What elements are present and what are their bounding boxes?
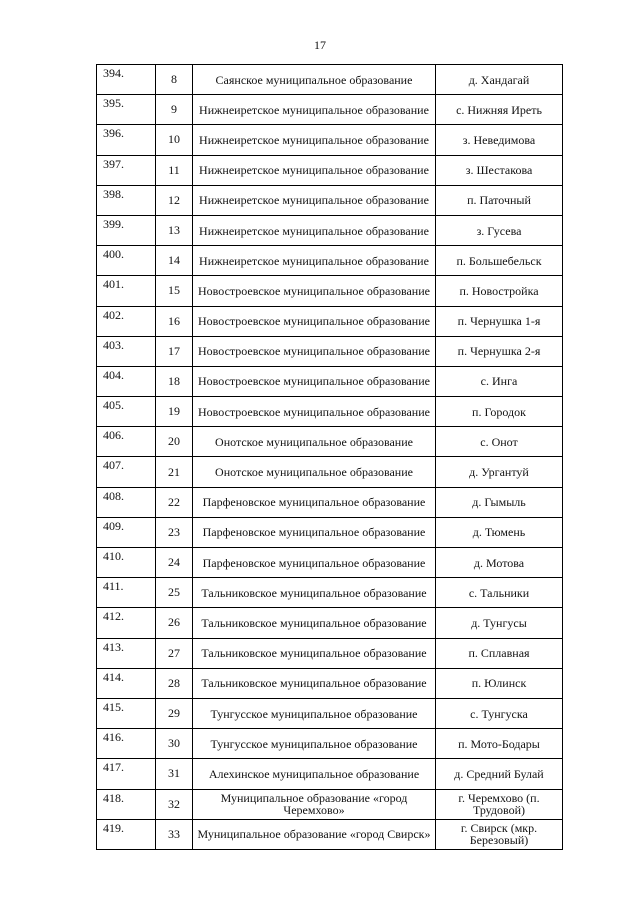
table-row: [97, 366, 563, 396]
row-total-number: 417.: [97, 759, 156, 789]
settlement-name: д. Мотова: [436, 548, 563, 578]
row-local-number: 20: [156, 427, 193, 457]
settlement-name: д. Средний Булай: [436, 759, 563, 789]
row-total-number: 416.: [97, 729, 156, 759]
settlement-name: д. Хандагай: [436, 65, 563, 95]
row-local-number: 18: [156, 366, 193, 396]
settlement-name: з. Шестакова: [436, 155, 563, 185]
row-local-number: 21: [156, 457, 193, 487]
municipality-name: Тальниковское муниципальное образование: [193, 638, 436, 668]
municipality-name: Парфеновское муниципальное образование: [193, 548, 436, 578]
settlement-name: г. Черемхово (п. Трудовой): [436, 789, 563, 819]
row-total-number: 413.: [97, 638, 156, 668]
row-total-number: 407.: [97, 457, 156, 487]
municipality-name: Тальниковское муниципальное образование: [193, 608, 436, 638]
row-local-number: 29: [156, 698, 193, 728]
settlement-name: п. Новостройка: [436, 276, 563, 306]
settlement-name: д. Гымыль: [436, 487, 563, 517]
settlement-name: с. Онот: [436, 427, 563, 457]
row-total-number: 415.: [97, 698, 156, 728]
municipality-name: Новостроевское муниципальное образование: [193, 397, 436, 427]
row-local-number: 28: [156, 668, 193, 698]
row-total-number: 395.: [97, 95, 156, 125]
table-row: [97, 548, 563, 578]
table-row: [97, 789, 563, 819]
municipality-name: Муниципальное образование «город Свирск»: [193, 819, 436, 849]
municipality-name: Онотское муниципальное образование: [193, 427, 436, 457]
municipality-name: Нижнеиретское муниципальное образование: [193, 185, 436, 215]
settlement-name: с. Тунгуска: [436, 698, 563, 728]
row-total-number: 394.: [97, 65, 156, 95]
municipality-name: Саянское муниципальное образование: [193, 65, 436, 95]
municipality-name: Нижнеиретское муниципальное образование: [193, 155, 436, 185]
municipality-name: Парфеновское муниципальное образование: [193, 487, 436, 517]
settlement-name: п. Паточный: [436, 185, 563, 215]
row-local-number: 13: [156, 215, 193, 245]
row-local-number: 33: [156, 819, 193, 849]
municipality-name: Новостроевское муниципальное образование: [193, 276, 436, 306]
settlement-name: п. Мото-Бодары: [436, 729, 563, 759]
row-local-number: 32: [156, 789, 193, 819]
row-total-number: 408.: [97, 487, 156, 517]
row-local-number: 12: [156, 185, 193, 215]
row-total-number: 402.: [97, 306, 156, 336]
settlement-name: с. Инга: [436, 366, 563, 396]
row-local-number: 9: [156, 95, 193, 125]
settlement-name: д. Тюмень: [436, 517, 563, 547]
row-local-number: 24: [156, 548, 193, 578]
table-row: [97, 819, 563, 849]
row-local-number: 22: [156, 487, 193, 517]
municipality-name: Нижнеиретское муниципальное образование: [193, 125, 436, 155]
table-row: [97, 457, 563, 487]
table-row: [97, 246, 563, 276]
municipality-name: Онотское муниципальное образование: [193, 457, 436, 487]
row-local-number: 11: [156, 155, 193, 185]
settlement-name: п. Большебельск: [436, 246, 563, 276]
row-total-number: 419.: [97, 819, 156, 849]
table-row: [97, 729, 563, 759]
table-body: [97, 65, 563, 850]
settlement-name: г. Свирск (мкр. Березовый): [436, 819, 563, 849]
row-local-number: 31: [156, 759, 193, 789]
table-row: [97, 276, 563, 306]
table-row: [97, 487, 563, 517]
table-row: [97, 578, 563, 608]
municipality-name: Нижнеиретское муниципальное образование: [193, 215, 436, 245]
row-local-number: 16: [156, 306, 193, 336]
row-local-number: 30: [156, 729, 193, 759]
table-row: [97, 668, 563, 698]
row-total-number: 411.: [97, 578, 156, 608]
municipality-name: Нижнеиретское муниципальное образование: [193, 95, 436, 125]
table-row: [97, 215, 563, 245]
page-number: 17: [314, 38, 326, 52]
row-local-number: 19: [156, 397, 193, 427]
row-total-number: 409.: [97, 517, 156, 547]
row-total-number: 399.: [97, 215, 156, 245]
municipality-name: Тальниковское муниципальное образование: [193, 668, 436, 698]
row-local-number: 10: [156, 125, 193, 155]
row-local-number: 17: [156, 336, 193, 366]
settlement-name: п. Юлинск: [436, 668, 563, 698]
table-row: [97, 125, 563, 155]
table-row: [97, 336, 563, 366]
table-row: [97, 397, 563, 427]
row-total-number: 405.: [97, 397, 156, 427]
municipality-name: Тунгусское муниципальное образование: [193, 698, 436, 728]
row-local-number: 23: [156, 517, 193, 547]
row-total-number: 403.: [97, 336, 156, 366]
settlement-name: п. Чернушка 2-я: [436, 336, 563, 366]
table-row: [97, 517, 563, 547]
settlement-name: з. Неведимова: [436, 125, 563, 155]
municipality-name: Муниципальное образование «город Черемхово»: [193, 789, 436, 819]
row-local-number: 25: [156, 578, 193, 608]
row-total-number: 412.: [97, 608, 156, 638]
row-local-number: 8: [156, 65, 193, 95]
municipality-name: Тальниковское муниципальное образование: [193, 578, 436, 608]
municipality-name: Новостроевское муниципальное образование: [193, 366, 436, 396]
table-row: [97, 638, 563, 668]
municipality-name: Нижнеиретское муниципальное образование: [193, 246, 436, 276]
municipality-name: Алехинское муниципальное образование: [193, 759, 436, 789]
municipality-name: Новостроевское муниципальное образование: [193, 336, 436, 366]
settlement-name: д. Тунгусы: [436, 608, 563, 638]
row-total-number: 397.: [97, 155, 156, 185]
row-total-number: 401.: [97, 276, 156, 306]
row-total-number: 410.: [97, 548, 156, 578]
row-local-number: 27: [156, 638, 193, 668]
table-row: [97, 427, 563, 457]
row-local-number: 26: [156, 608, 193, 638]
settlement-name: п. Чернушка 1-я: [436, 306, 563, 336]
table-row: [97, 698, 563, 728]
settlement-name: д. Ургантуй: [436, 457, 563, 487]
row-total-number: 404.: [97, 366, 156, 396]
table-row: [97, 65, 563, 95]
row-total-number: 406.: [97, 427, 156, 457]
table-row: [97, 608, 563, 638]
row-total-number: 398.: [97, 185, 156, 215]
table-row: [97, 95, 563, 125]
settlement-name: с. Тальники: [436, 578, 563, 608]
table-row: [97, 185, 563, 215]
municipality-name: Новостроевское муниципальное образование: [193, 306, 436, 336]
table-row: [97, 155, 563, 185]
table-row: [97, 306, 563, 336]
row-total-number: 400.: [97, 246, 156, 276]
settlement-name: п. Городок: [436, 397, 563, 427]
row-total-number: 418.: [97, 789, 156, 819]
settlements-table: [96, 64, 563, 850]
row-local-number: 15: [156, 276, 193, 306]
settlement-name: с. Нижняя Иреть: [436, 95, 563, 125]
settlement-name: з. Гусева: [436, 215, 563, 245]
settlement-name: п. Сплавная: [436, 638, 563, 668]
row-local-number: 14: [156, 246, 193, 276]
row-total-number: 396.: [97, 125, 156, 155]
municipality-name: Тунгусское муниципальное образование: [193, 729, 436, 759]
municipality-name: Парфеновское муниципальное образование: [193, 517, 436, 547]
row-total-number: 414.: [97, 668, 156, 698]
table-row: [97, 759, 563, 789]
